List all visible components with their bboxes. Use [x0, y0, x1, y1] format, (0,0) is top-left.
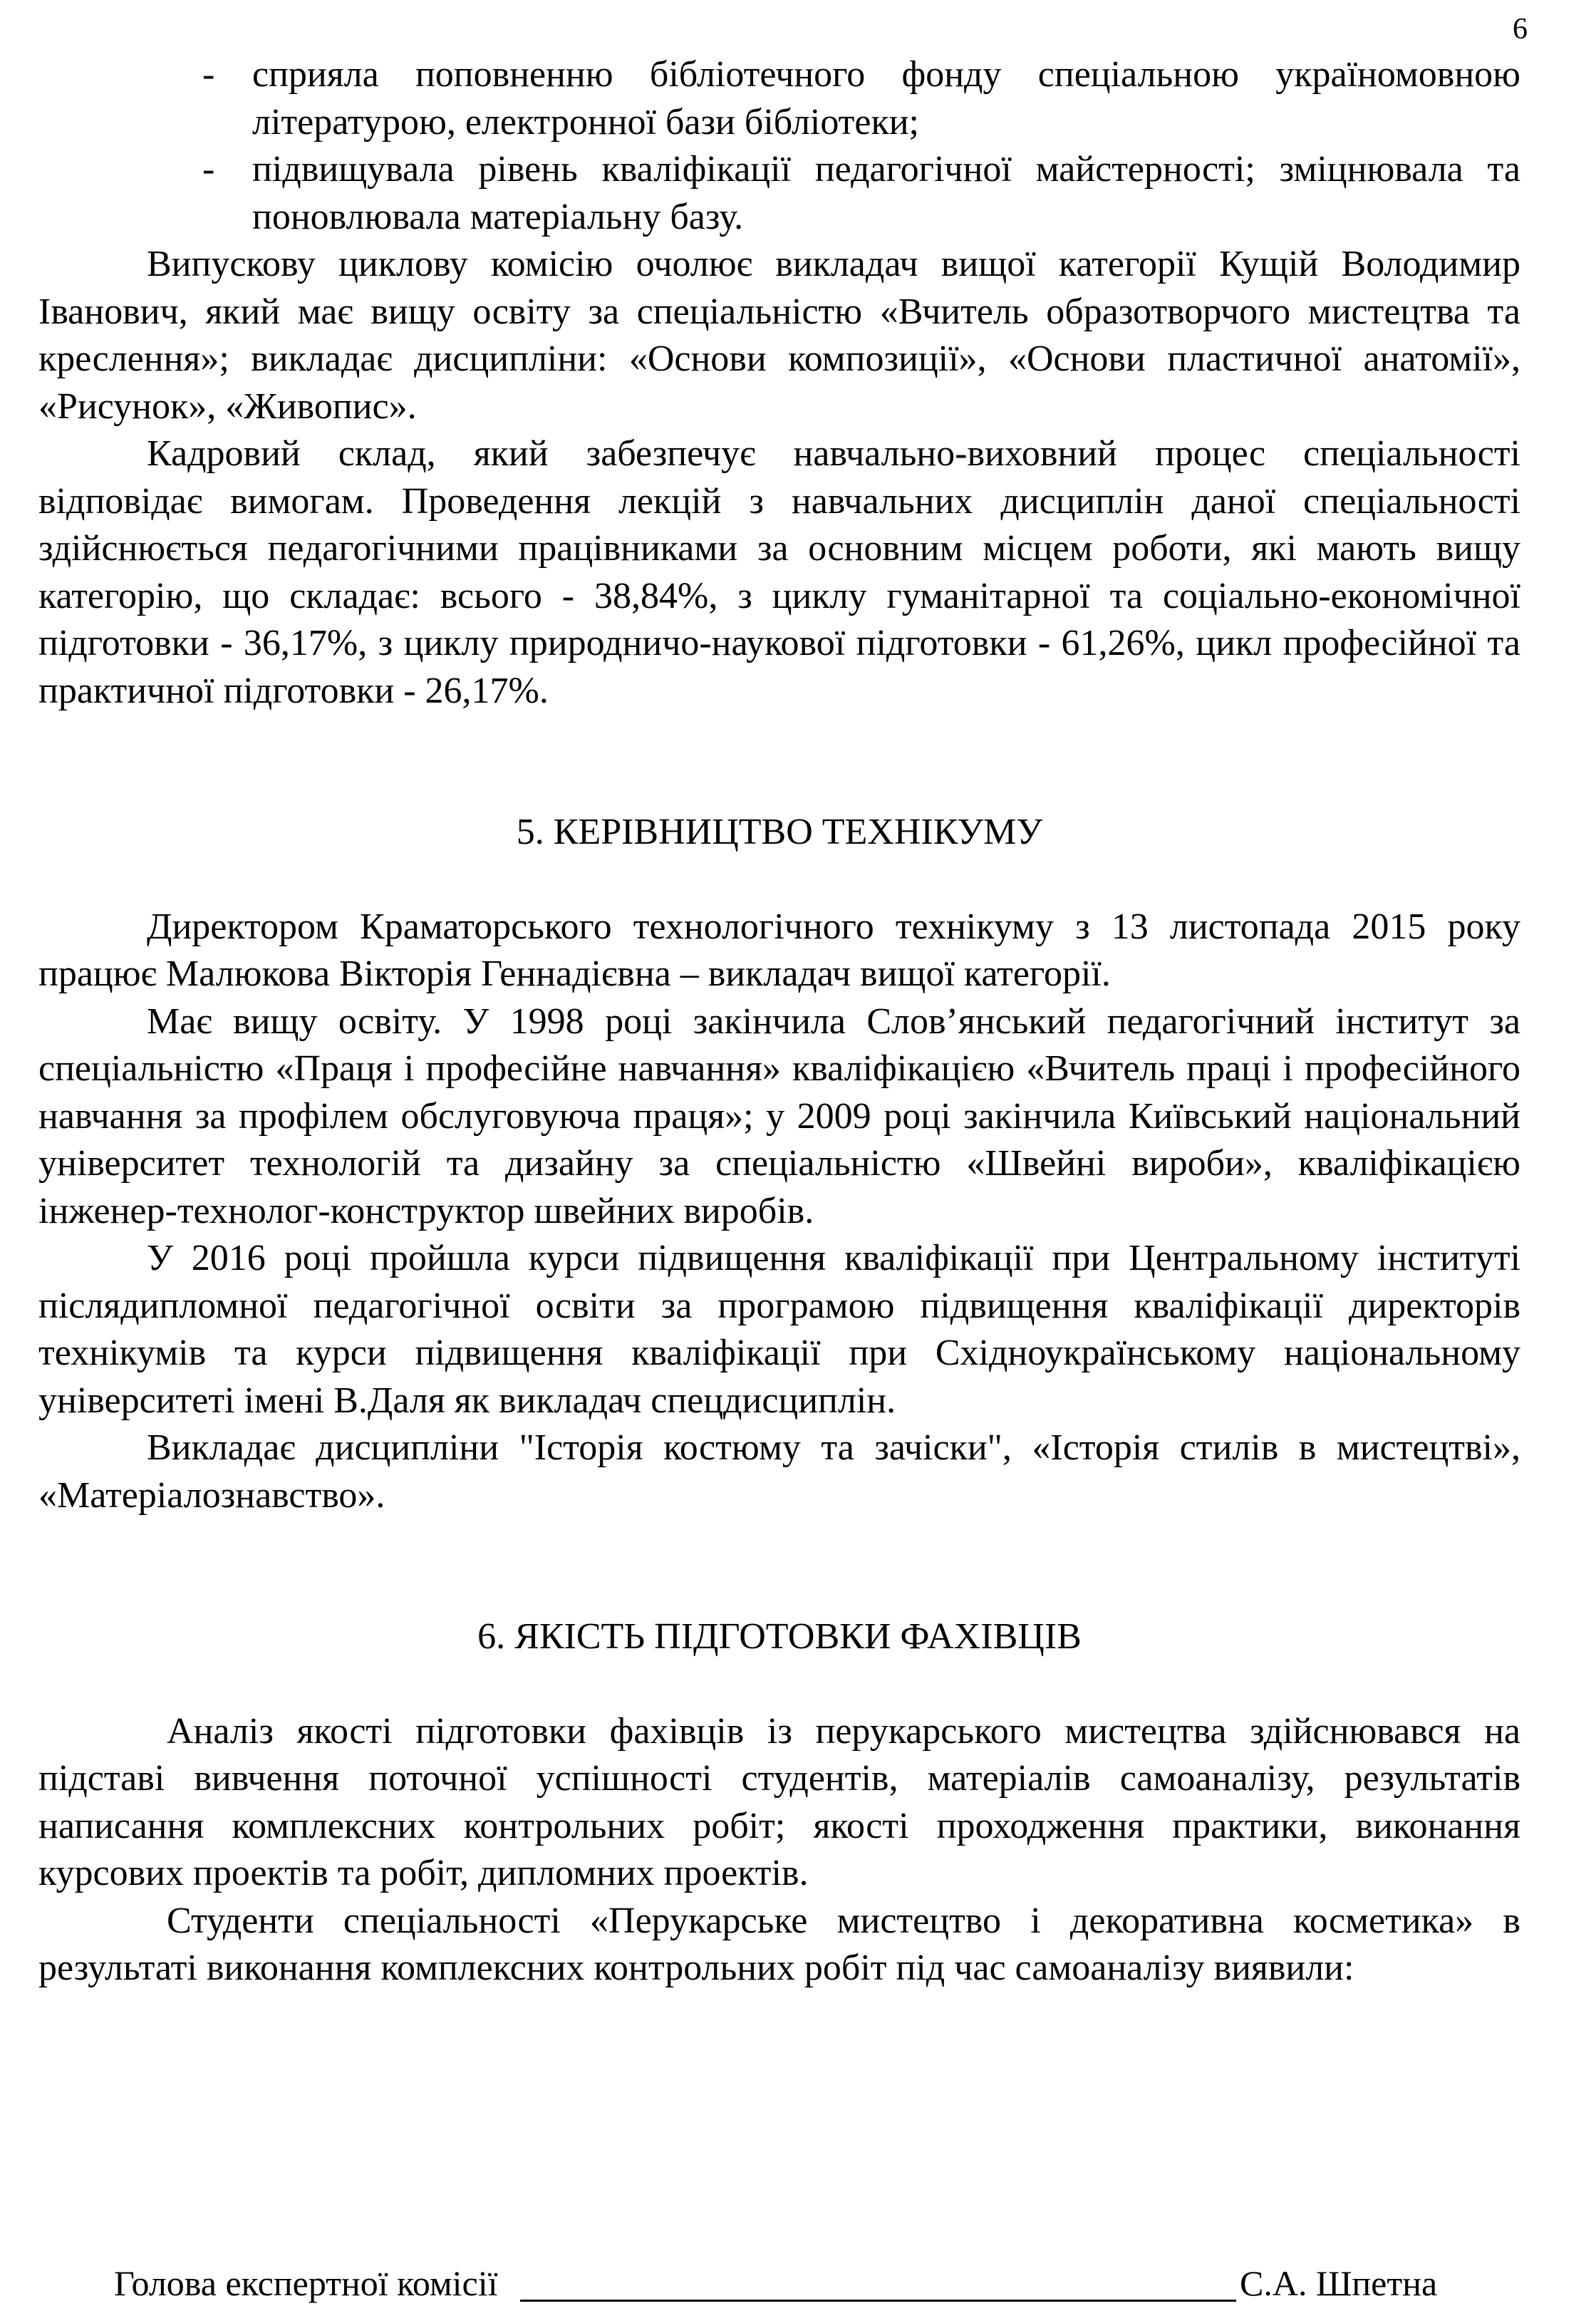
paragraph: Випускову циклову комісію очолює викладач вищої категорії Кущій Володимир Іванович, який має вищу освіту за спеціальністю «Вчитель образотворчого мистецтва та креслення»; викладає дисципліни: «Основи композиції», «Основи пластичної анатомії», «Рисунок», «Живопис».: [38, 244, 1520, 427]
bullet-text: сприяла поповненню бібліотечного фонду спеціальною україномовною літературою, електронної бази бібліотеки;: [252, 54, 1520, 143]
paragraph: У 2016 році пройшла курси підвищення кваліфікації при Центральному інституті післядипломної педагогічної освіти за програмою підвищення кваліфікації директорів технікумів та курси підвищення кваліфікації при Східноукраїнському національному університеті імені В.Даля як викладач спецдисциплін.: [38, 1238, 1520, 1421]
signature-line: [520, 2300, 1236, 2302]
signatory-name: С.А. Шпетна: [1240, 2263, 1438, 2303]
list-item: [38, 51, 1520, 146]
section-heading: 6. ЯКІСТЬ ПІДГОТОВКИ ФАХІВЦІВ: [477, 1616, 1082, 1657]
paragraph: Кадровий склад, який забезпечує навчально-виховний процес спеціальності відповідає вимогам. Проведення лекцій з навчальних дисциплін даної спеціальності здійснюється педагогічними працівниками за основним місцем роботи, які мають вищу категорію, що складає: всього - 38,84%, з циклу гуманітарної та соціально-економічної підготовки - 36,17%, з циклу природничо-наукової підготовки - 61,26%, цикл професійної та практичної підготовки - 26,17%.: [38, 433, 1520, 711]
paragraph: Викладає дисципліни "Історія костюму та зачіски", «Історія стилів в мистецтві», «Матеріалознавство».: [38, 1427, 1520, 1516]
list-item: [38, 146, 1520, 241]
section-heading: 5. КЕРІВНИЦТВО ТЕХНІКУМУ: [516, 812, 1043, 852]
page-number: 6: [1513, 13, 1528, 46]
bullet-dash: -: [202, 54, 215, 95]
paragraph: Має вищу освіту. У 1998 році закінчила Слов’янський педагогічний інститут за спеціальністю «Праця і професійне навчання» кваліфікацією «Вчитель праці і професійного навчання за профілем обслуговуюча праця»; у 2009 році закінчила Київський національний університет технологій та дизайну за спеціальністю «Швейні вироби», кваліфікацією інженер-технолог-конструктор швейних виробів.: [38, 1001, 1520, 1231]
paragraph: Аналіз якості підготовки фахівців із перукарського мистецтва здійснювався на підставі вивчення поточної успішності студентів, матеріалів самоаналізу, результатів написання комплексних контрольних робіт; якості проходження практики, виконання курсових проектів та робіт, дипломних проектів.: [38, 1710, 1520, 1893]
document-body: [38, 51, 1520, 1992]
bullet-text: підвищувала рівень кваліфікації педагогічної майстерності; зміцнювала та поновлювала матеріальну базу.: [252, 149, 1520, 237]
footer-label: Голова експертної комісії: [114, 2263, 498, 2303]
signature-footer: [0, 2260, 1596, 2307]
paragraph: Студенти спеціальності «Перукарське мистецтво і декоративна косметика» в результаті виконання комплексних контрольних робіт під час самоаналізу виявили:: [38, 1900, 1520, 1988]
paragraph: Директором Краматорського технологічного технікуму з 13 листопада 2015 року працює Малюкова Вікторія Геннадієвна – викладач вищої категорії.: [38, 906, 1520, 994]
bullet-dash: -: [202, 149, 215, 190]
